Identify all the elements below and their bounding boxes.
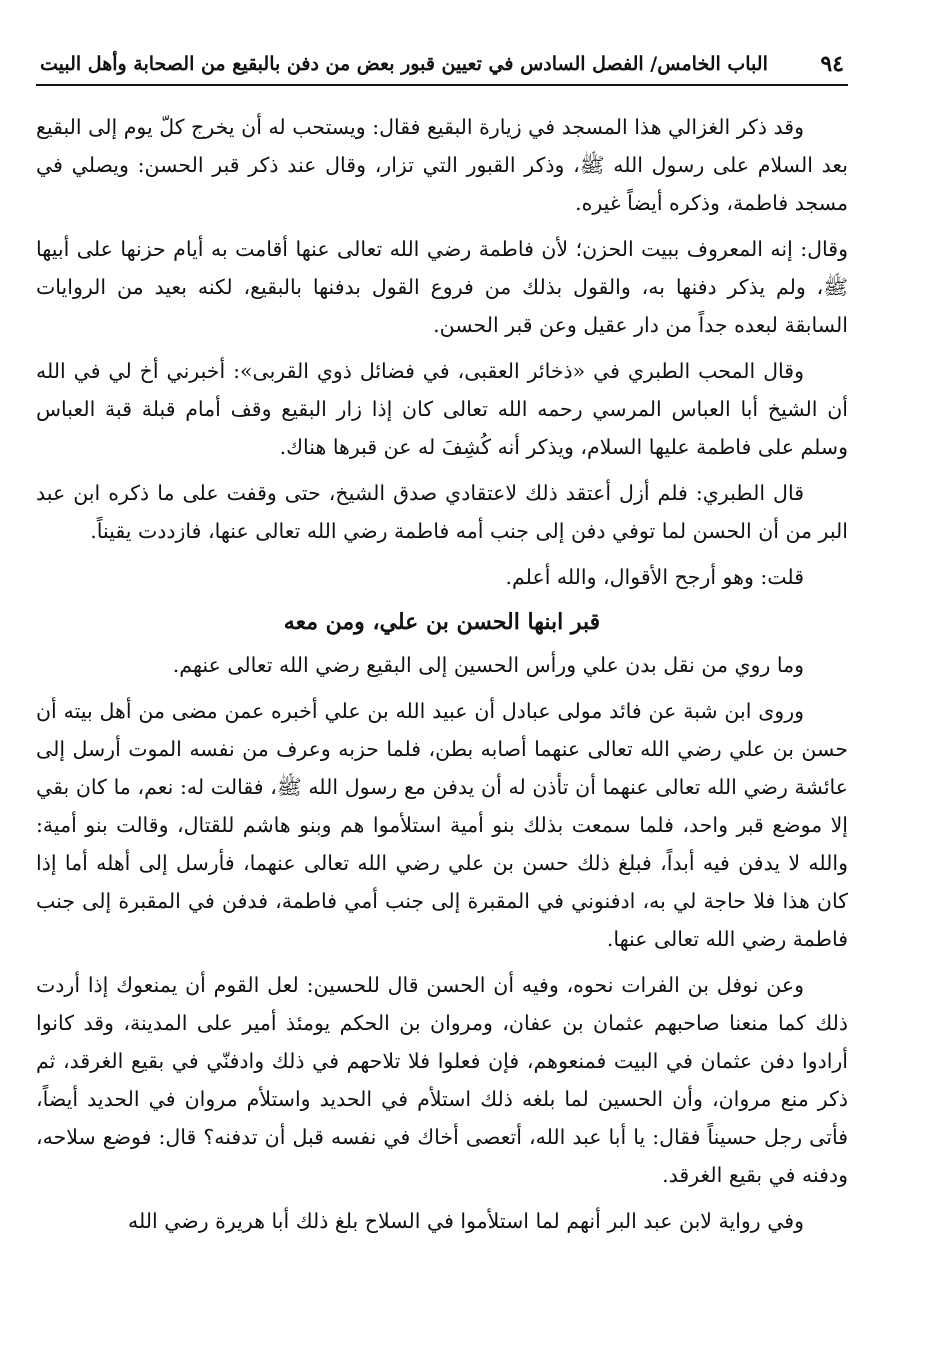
page-number: ٩٤ <box>820 51 844 77</box>
paragraph: وعن نوفل بن الفرات نحوه، وفيه أن الحسن قال للحسين: لعل القوم أن يمنعوك إذا أردت ذلك كما منعنا صاحبهم عثمان بن عفان، ومروان بن الحكم يومئذ أمير على المدينة، وقد كانوا أرادوا دفن عثمان في البيت فمنعوهم، فإن فعلوا فلا تلاحهم في ذلك وادفنّي في بقيع الغرقد، ثم ذكر منع مروان، وأن الحسين لما بلغه ذلك استلأم في الحديد واستلأم مروان في الحديد أيضاً، فأتى رجل حسيناً فقال: يا أبا عبد الله، أتعصى أخاك في نفسه قبل أن تدفنه؟ قال: فوضع سلاحه، ودفنه في بقيع الغرقد. <box>36 973 848 1187</box>
paragraph: قال الطبري: فلم أزل أعتقد ذلك لاعتقادي صدق الشيخ، حتى وقفت على ما ذكره ابن عبد البر من أن الحسن لما توفي دفن إلى جنب أمه فاطمة رضي الله تعالى عنها، فازددت يقيناً. <box>36 481 848 543</box>
paragraph: وقد ذكر الغزالي هذا المسجد في زيارة البقيع فقال: ويستحب له أن يخرج كلّ يوم إلى البقيع بعد السلام على رسول الله ﷺ، وذكر القبور التي تزار، وقال عند ذكر قبر الحسن: ويصلي في مسجد فاطمة، وذكره أيضاً غيره. <box>36 115 848 215</box>
paragraph: وروى ابن شبة عن فائد مولى عبادل أن عبيد الله بن علي أخبره عمن مضى من أهل بيته أن حسن بن علي رضي الله تعالى عنهما أصابه بطن، فلما حزبه وعرف من نفسه الموت أرسل إلى عائشة رضي الله تعالى عنهما أن تأذن له أن يدفن مع رسول الله ﷺ، فقالت له: نعم، ما كان بقي إلا موضع قبر واحد، فلما سمعت بذلك بنو أمية استلأموا هم وبنو هاشم للقتال، وقالت بنو أمية: والله لا يدفن فيه أبداً، فبلغ ذلك حسن بن علي رضي الله تعالى عنهما، فأرسل إلى أهله أما إذا كان هذا فلا حاجة لي به، ادفنوني في المقبرة إلى جنب أمي فاطمة، فدفن في المقبرة إلى جنب فاطمة رضي الله تعالى عنها. <box>36 699 848 951</box>
book-page <box>36 50 848 1248</box>
paragraph: وفي رواية لابن عبد البر أنهم لما استلأموا في السلاح بلغ ذلك أبا هريرة رضي الله <box>127 1209 804 1233</box>
page-header <box>36 50 848 86</box>
page-body <box>36 108 848 1240</box>
running-title: الباب الخامس/ الفصل السادس في تعيين قبور بعض من دفن بالبقيع من الصحابة وأهل البيت <box>40 53 768 75</box>
paragraph: قلت: وهو أرجح الأقوال، والله أعلم. <box>505 565 804 589</box>
paragraph: وما روي من نقل بدن علي ورأس الحسين إلى البقيع رضي الله تعالى عنهم. <box>172 653 804 677</box>
paragraph: وقال: إنه المعروف ببيت الحزن؛ لأن فاطمة رضي الله تعالى عنها أقامت به أيام حزنها على أبيها ﷺ، ولم يذكر دفنها به، والقول بذلك من فروع القول بدفنها بالبقيع، لكنه بعيد من الروايات السابقة لبعده جداً من دار عقيل وعن قبر الحسن. <box>36 237 848 337</box>
paragraph: وقال المحب الطبري في «ذخائر العقبى، في فضائل ذوي القربى»: أخبرني أخ لي في الله أن الشيخ أبا العباس المرسي رحمه الله تعالى كان إذا زار البقيع وقف أمام قبلة قبة العباس وسلم على فاطمة عليها السلام، ويذكر أنه كُشِفَ له عن قبرها هناك. <box>36 359 848 459</box>
section-heading: قبر ابنها الحسن بن علي، ومن معه <box>283 609 601 635</box>
